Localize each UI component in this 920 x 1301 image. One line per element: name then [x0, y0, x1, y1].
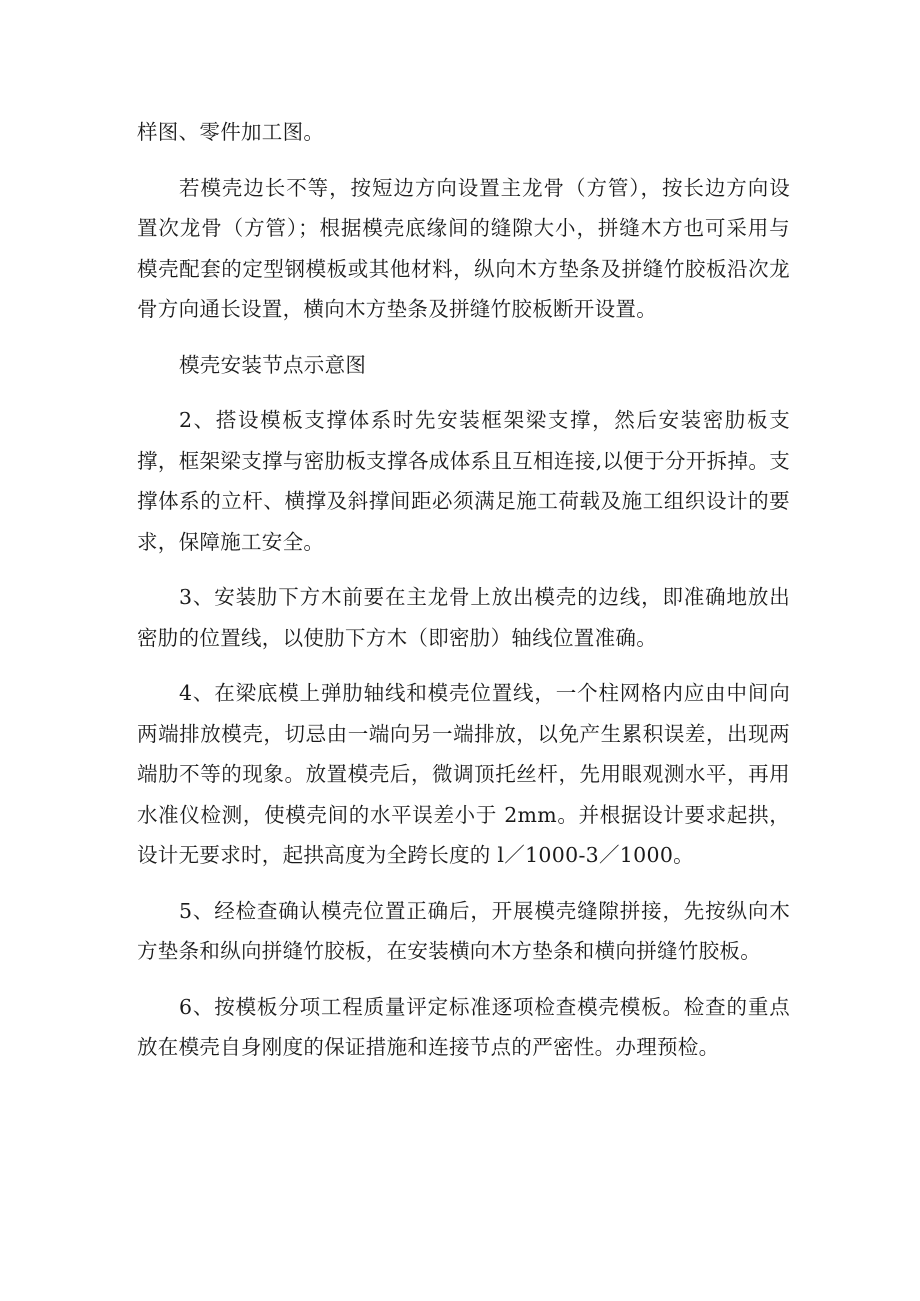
figure-caption: 模壳安装节点示意图	[179, 352, 367, 377]
paragraph-continuation: 样图、零件加工图。	[137, 120, 325, 144]
paragraph-step-2: 2、搭设模板支撑体系时先安装框架梁支撑，然后安装密肋板支撑，框架梁支撑与密肋板支撑各成体系且互相连接,以便于分开拆掉。支撑体系的立杆、横撑及斜撑间距必须满足施工荷载及施工组织设计的要求，保障施工安全。	[137, 408, 790, 554]
paragraph-step-6: 6、按模板分项工程质量评定标准逐项检查模壳模板。检查的重点放在模壳自身刚度的保证措施和连接节点的严密性。办理预检。	[137, 994, 790, 1059]
paragraph-step-3: 3、安装肋下方木前要在主龙骨上放出模壳的边线，即准确地放出密肋的位置线，以使肋下方木（即密肋）轴线位置准确。	[137, 585, 790, 650]
document-page	[137, 112, 790, 1083]
paragraph-shell-orientation: 若模壳边长不等，按短边方向设置主龙骨（方管），按长边方向设置次龙骨（方管）；根据模壳底缘间的缝隙大小，拼缝木方也可采用与模壳配套的定型钢模板或其他材料，纵向木方垫条及拼缝竹胶板沿次龙骨方向通长设置，横向木方垫条及拼缝竹胶板断开设置。	[137, 175, 790, 321]
paragraph-step-4: 4、在梁底模上弹肋轴线和模壳位置线，一个柱网格内应由中间向两端排放模壳，切忌由一端向另一端排放，以免产生累积误差，出现两端肋不等的现象。放置模壳后，微调顶托丝杆，先用眼观测水平，再用水准仪检测，使模壳间的水平误差小于 2mm。并根据设计要求起拱，设计无要求时，起拱高度为全跨长度的 l／1000-3／1000。	[137, 681, 790, 867]
paragraph-step-5: 5、经检查确认模壳位置正确后，开展模壳缝隙拼接，先按纵向木方垫条和纵向拼缝竹胶板，在安装横向木方垫条和横向拼缝竹胶板。	[137, 898, 790, 963]
